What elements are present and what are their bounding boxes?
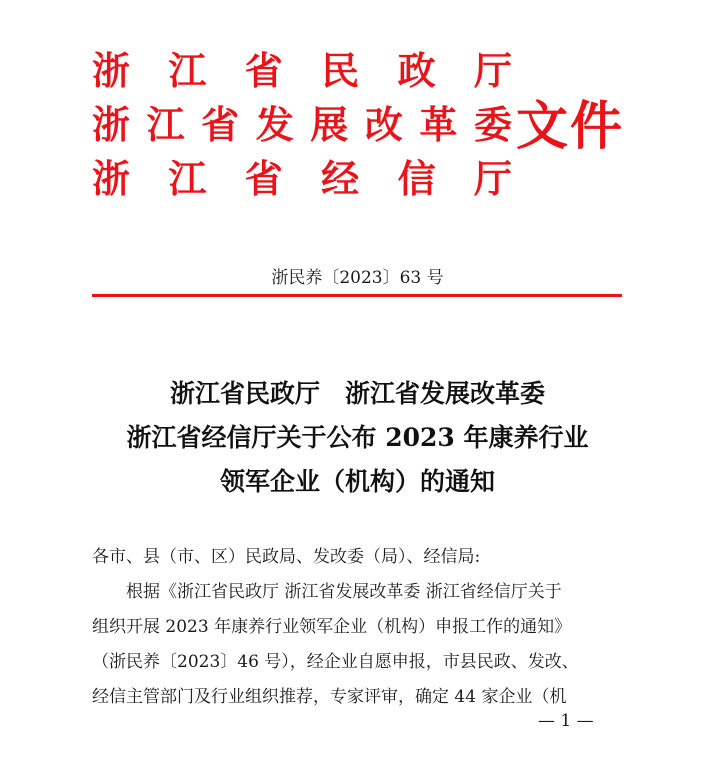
issuer-char: 省: [244, 49, 283, 93]
issuer-civil-affairs: [92, 46, 512, 96]
issuer-economy-information: [92, 154, 512, 204]
issuer-char: 省: [244, 157, 283, 201]
issuer-char: 浙: [92, 157, 131, 201]
paragraph-line: 组织开展 2023 年康养行业领军企业（机构）申报工作的通知》: [92, 617, 572, 637]
issuer-development-reform: [92, 100, 512, 150]
issuer-char: 厅: [473, 49, 512, 93]
issuer-char: 厅: [473, 157, 512, 201]
red-divider-line: [92, 294, 622, 297]
issuer-char: 江: [168, 49, 207, 93]
red-masthead: [92, 38, 632, 208]
title-line: 浙江省民政厅 浙江省发展改革委: [169, 379, 545, 408]
issuer-char: 信: [397, 157, 436, 201]
issuer-char: 革: [419, 103, 458, 147]
issuer-char: 政: [397, 49, 436, 93]
issuer-char: 委: [473, 103, 512, 147]
document-number: 浙民养〔2023〕63 号: [271, 268, 444, 288]
title-line: 浙江省经信厅关于公布 2023 年康养行业: [126, 423, 589, 452]
paragraph-line: （浙民养〔2023〕46 号），经企业自愿申报，市县民政、发改、: [92, 652, 579, 672]
issuer-char: 展: [310, 103, 349, 147]
issuer-char: 发: [255, 103, 294, 147]
issuer-char: 经: [321, 157, 360, 201]
paragraph-line: 根据《浙江省民政厅 浙江省发展改革委 浙江省经信厅关于: [126, 582, 562, 602]
title-line: 领军企业（机构）的通知: [219, 467, 495, 496]
paragraph-line: 经信主管部门及行业组织推荐，专家评审，确定 44 家企业（机: [92, 687, 567, 707]
document-title: [0, 372, 715, 504]
issuer-char: 江: [168, 157, 207, 201]
issuer-char: 浙: [92, 49, 131, 93]
issuer-char: 江: [146, 103, 185, 147]
issuer-char: 民: [321, 49, 360, 93]
masthead-document-label: 文件: [516, 97, 625, 157]
salutation: 各市、县（市、区）民政局、发改委（局）、经信局:: [92, 547, 481, 567]
document-body: [92, 540, 622, 715]
issuer-char: 浙: [92, 103, 131, 147]
issuer-char: 改: [364, 103, 403, 147]
page-number: — 1 —: [538, 711, 594, 731]
issuer-char: 省: [201, 103, 240, 147]
